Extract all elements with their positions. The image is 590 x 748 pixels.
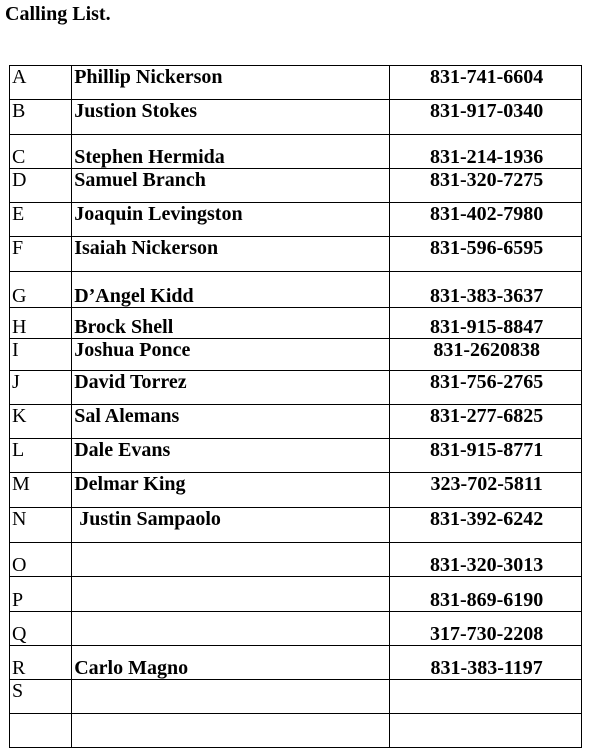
row-letter: P — [10, 577, 72, 612]
row-letter: F — [10, 237, 72, 272]
table-row — [10, 508, 582, 543]
contact-name — [72, 543, 390, 577]
calling-list-table — [9, 65, 582, 748]
row-letter: Q — [10, 612, 72, 646]
table-row — [10, 371, 582, 405]
phone-number: 831-320-7275 — [390, 169, 582, 203]
phone-number: 831-392-6242 — [390, 508, 582, 543]
document-title: Calling List. — [5, 3, 111, 25]
row-letter: C — [10, 135, 72, 169]
table-row — [10, 405, 582, 439]
row-letter: J — [10, 371, 72, 405]
contact-name: Joaquin Levingston — [72, 203, 390, 237]
row-letter: D — [10, 169, 72, 203]
phone-number: 831-596-6595 — [390, 237, 582, 272]
table-row — [10, 339, 582, 371]
table-row — [10, 714, 582, 748]
contact-name: Samuel Branch — [72, 169, 390, 203]
contact-name: Isaiah Nickerson — [72, 237, 390, 272]
row-letter: E — [10, 203, 72, 237]
table-row — [10, 66, 582, 100]
contact-name: Stephen Hermida — [72, 135, 390, 169]
row-letter: N — [10, 508, 72, 543]
phone-number: 831-277-6825 — [390, 405, 582, 439]
phone-number: 323-702-5811 — [390, 473, 582, 508]
table-row — [10, 308, 582, 339]
phone-number: 831-915-8771 — [390, 439, 582, 473]
table-row — [10, 203, 582, 237]
contact-name: Delmar King — [72, 473, 390, 508]
phone-number: 831-402-7980 — [390, 203, 582, 237]
contact-name: Joshua Ponce — [72, 339, 390, 371]
phone-number: 831-2620838 — [390, 339, 582, 371]
row-letter: I — [10, 339, 72, 371]
table-row — [10, 439, 582, 473]
table-row — [10, 646, 582, 680]
contact-name: Dale Evans — [72, 439, 390, 473]
row-letter: B — [10, 100, 72, 135]
contact-name: Sal Alemans — [72, 405, 390, 439]
row-letter — [10, 714, 72, 748]
row-letter: S — [10, 680, 72, 714]
phone-number — [390, 714, 582, 748]
row-letter: O — [10, 543, 72, 577]
phone-number: 831-915-8847 — [390, 308, 582, 339]
phone-number: 831-383-3637 — [390, 272, 582, 308]
phone-number: 317-730-2208 — [390, 612, 582, 646]
phone-number — [390, 680, 582, 714]
phone-number: 831-917-0340 — [390, 100, 582, 135]
table-row — [10, 272, 582, 308]
table-row — [10, 612, 582, 646]
row-letter: K — [10, 405, 72, 439]
phone-number: 831-741-6604 — [390, 66, 582, 100]
phone-number: 831-214-1936 — [390, 135, 582, 169]
table-row — [10, 577, 582, 612]
row-letter: M — [10, 473, 72, 508]
phone-number: 831-320-3013 — [390, 543, 582, 577]
table-row — [10, 135, 582, 169]
row-letter: G — [10, 272, 72, 308]
contact-name: Phillip Nickerson — [72, 66, 390, 100]
contact-name: Brock Shell — [72, 308, 390, 339]
phone-number: 831-756-2765 — [390, 371, 582, 405]
contact-name — [72, 577, 390, 612]
table-row — [10, 473, 582, 508]
table-row — [10, 680, 582, 714]
row-letter: L — [10, 439, 72, 473]
table-row — [10, 100, 582, 135]
table-row — [10, 237, 582, 272]
row-letter: A — [10, 66, 72, 100]
row-letter: R — [10, 646, 72, 680]
contact-name: David Torrez — [72, 371, 390, 405]
table-row — [10, 543, 582, 577]
table-row — [10, 169, 582, 203]
contact-name — [72, 680, 390, 714]
row-letter: H — [10, 308, 72, 339]
contact-name: Justin Sampaolo — [72, 508, 390, 543]
phone-number: 831-383-1197 — [390, 646, 582, 680]
contact-name — [72, 714, 390, 748]
phone-number: 831-869-6190 — [390, 577, 582, 612]
contact-name — [72, 612, 390, 646]
contact-name: D’Angel Kidd — [72, 272, 390, 308]
contact-name: Justion Stokes — [72, 100, 390, 135]
contact-name: Carlo Magno — [72, 646, 390, 680]
